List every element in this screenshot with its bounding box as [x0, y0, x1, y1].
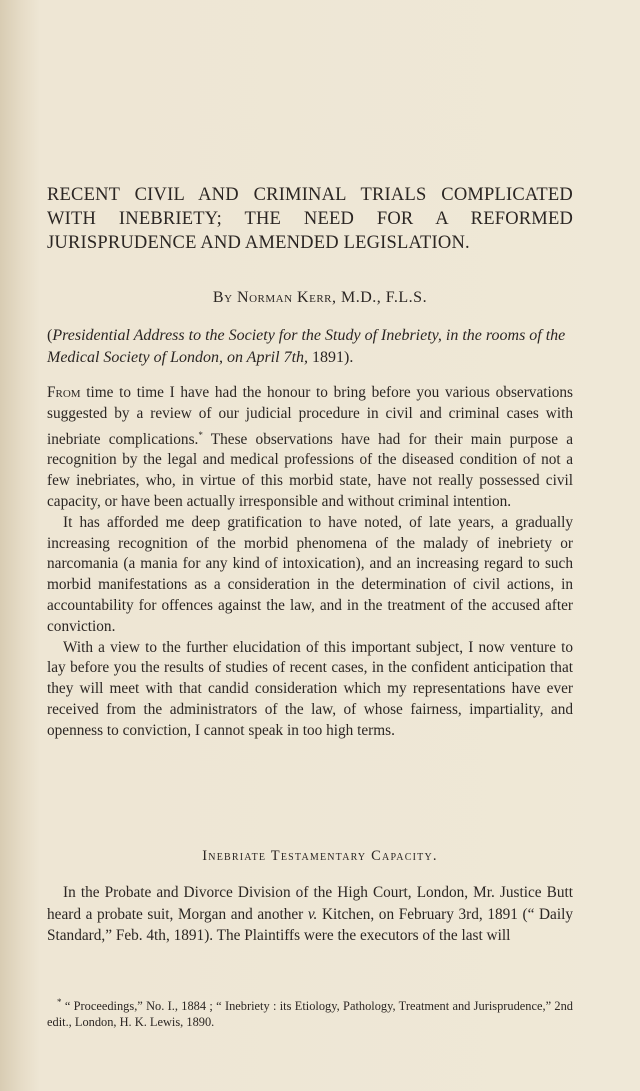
author-name: Norman Kerr	[237, 289, 332, 306]
section-heading: Inebriate Testamentary Capacity.	[202, 848, 438, 864]
footnote-mark: *	[57, 997, 62, 1007]
paragraph-1-lead: From	[47, 384, 81, 401]
address-occasion	[47, 325, 573, 369]
footnote-text: “ Proceedings,” No. I., 1884 ; “ Inebriety : its Etiology, Pathology, Treatment and Jurisprudence,” 2nd edit., London, H. K. Lewis, 1890.	[47, 999, 573, 1030]
paragraph-2: It has afforded me deep gratification to have noted, of late years, a gradually increasing recognition of the morbid phenomena of the malady of inebriety or narcomania (a mania for any kind of intoxication), and an increasing regard to such morbid manifestations as a consideration in the determination of civil actions, in accountability for offences against the law, and in the treatment of the accused after conviction.	[47, 513, 573, 635]
section-text-versus: v.	[307, 905, 318, 923]
author-by: By	[212, 289, 233, 306]
occasion-close: ).	[344, 349, 354, 366]
footnote	[47, 994, 573, 1030]
author-credentials: , M.D., F.L.S.	[332, 289, 428, 306]
section-text-b: Kitchen, on February 3rd, 1891 (“ Daily Standard,” Feb. 4th, 1891). The Plaintiffs were the executors of the last will	[47, 905, 573, 944]
footnote-paragraph	[47, 994, 573, 1030]
section-text-a: In the Probate and Divorce Division of the High Court, London, Mr. Justice Butt heard a probate suit, Morgan and another	[47, 884, 573, 923]
section-body	[47, 882, 573, 947]
paragraph-3: With a view to the further elucidation of this important subject, I now venture to lay before you the results of studies of recent cases, in the confident anticipation that they will meet with that candid consideration which my representations have ever received from the administrators of the law, of whose fairness, impartiality, and openness to conviction, I cannot speak in too high terms.	[47, 638, 573, 739]
body-text	[47, 383, 573, 742]
paragraph-1-text: time to time I have had the honour to bring before you various observations suggested by a review of our judicial procedure in civil and criminal cases with inebriate complications.	[47, 384, 573, 448]
occasion-text: Presidential Address to the Society for the Study of Inebriety, in the rooms of the Medical Society of London, on April 7th,	[47, 327, 566, 366]
paragraph-1	[47, 383, 573, 513]
footnote-ref: *	[198, 429, 203, 440]
article-title: RECENT CIVIL AND CRIMINAL TRIALS COMPLICATED WITH INEBRIETY; THE NEED FOR A REFORMED JURISPRUDENCE AND AMENDED LEGISLATION.	[47, 185, 573, 253]
occasion-year: 1891	[308, 349, 345, 366]
occasion-open-paren: (	[47, 327, 53, 344]
paragraph-1-rest: These observations have had for their main purpose a recognition by the legal and medical professions of the diseased condition of not a few inebriates, who, in virtue of this morbid state, have not really possessed civil capacity, or have been actually irresponsible and without criminal intention.	[47, 430, 573, 511]
author-line	[47, 289, 593, 307]
section-paragraph	[47, 882, 573, 947]
